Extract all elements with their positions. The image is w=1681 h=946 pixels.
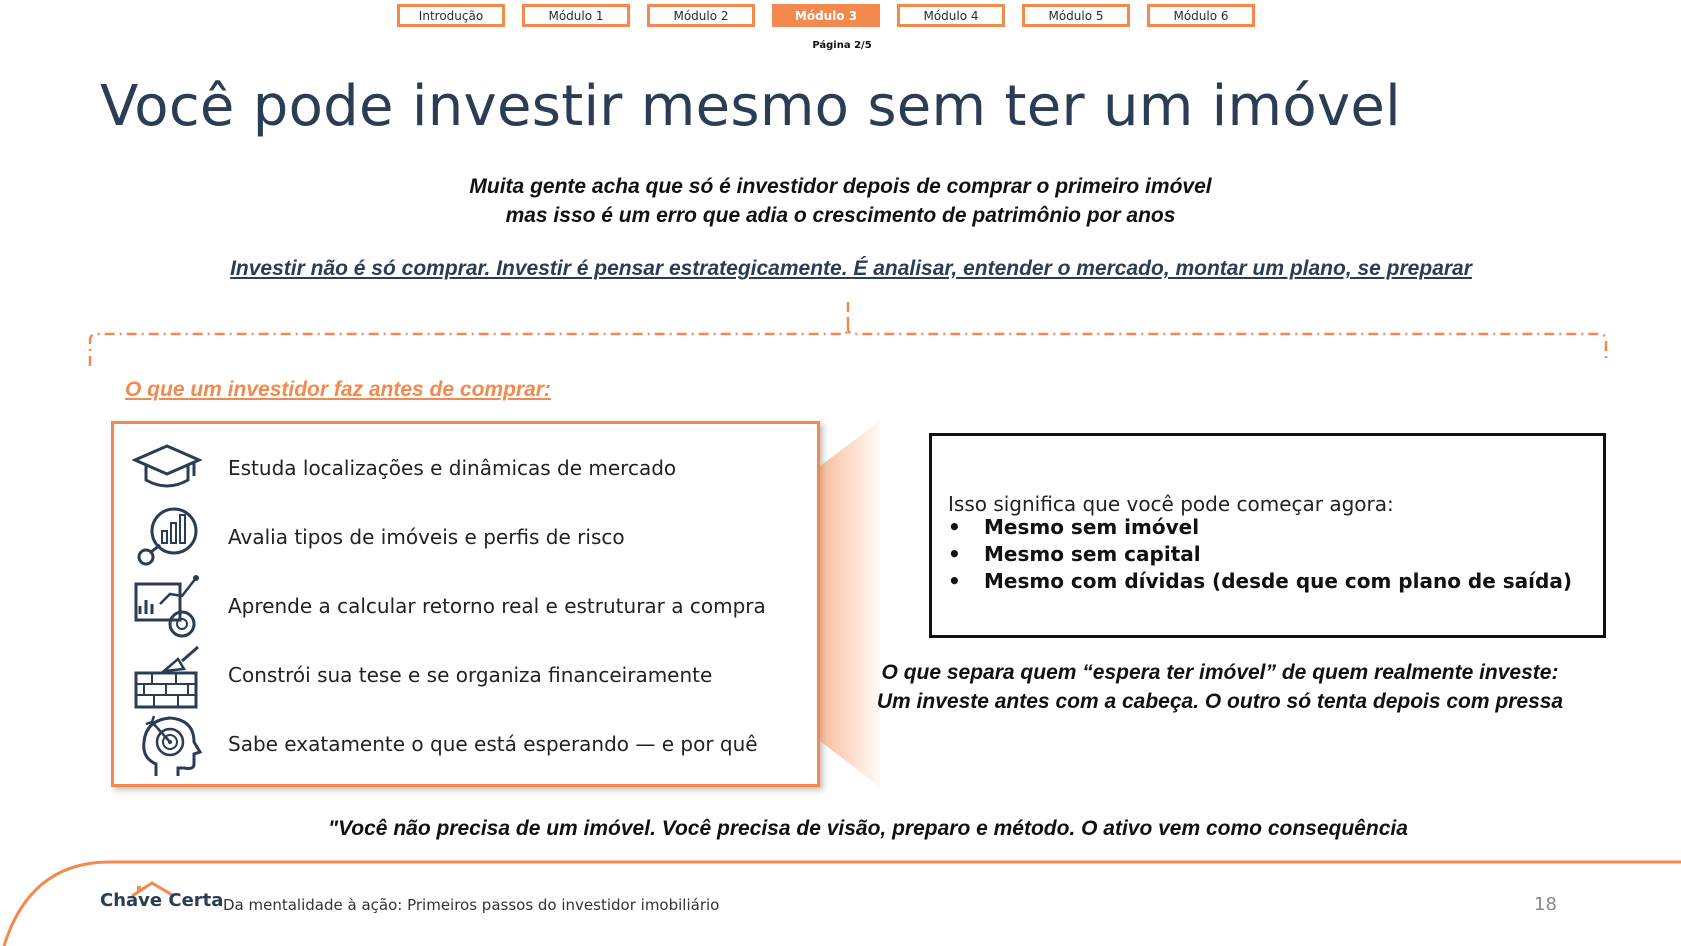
callout-lead: Isso significa que você pode começar agora:	[948, 492, 1394, 516]
nav-module-2-button[interactable]: Módulo 2	[647, 4, 755, 27]
intro-line-1: Muita gente acha que só é investidor depois de comprar o primeiro imóvel	[469, 175, 1212, 198]
section-heading: O que um investidor faz antes de comprar:	[125, 378, 551, 401]
strategy-statement: Investir não é só comprar. Investir é pensar estrategicamente. É analisar, entender o mercado, montar um plano, se preparar	[230, 257, 1472, 280]
page-indicator: Página 2/5	[812, 40, 872, 51]
callout-list	[948, 514, 1572, 595]
separates-text	[870, 658, 1570, 716]
intro-line-2: mas isso é um erro que adia o crescimento de patrimônio por anos	[505, 204, 1176, 227]
activity-label: Sabe exatamente o que está esperando — e por quê	[228, 732, 758, 756]
nav-module-3-button[interactable]: Módulo 3	[772, 4, 880, 27]
brick-wall-trowel-icon	[132, 643, 202, 709]
list-item	[114, 643, 817, 709]
callout-bullet: • Mesmo sem capital	[948, 541, 1572, 568]
funnel-connector	[820, 421, 880, 787]
module-nav	[397, 4, 1272, 27]
intro-text	[0, 172, 1681, 230]
footer-subtitle: Da mentalidade à ação: Primeiros passos do investidor imobiliário	[223, 896, 720, 914]
callout-bullet: • Mesmo sem imóvel	[948, 514, 1572, 541]
list-item	[114, 574, 817, 640]
separates-line-1: O que separa quem “espera ter imóvel” de quem realmente investe:	[881, 661, 1559, 684]
list-item	[114, 712, 817, 778]
nav-intro-button[interactable]: Introdução	[397, 4, 505, 27]
nav-module-4-button[interactable]: Módulo 4	[897, 4, 1005, 27]
activity-label: Aprende a calcular retorno real e estruturar a compra	[228, 594, 766, 618]
graduation-cap-icon	[132, 436, 202, 502]
activity-label: Estuda localizações e dinâmicas de mercado	[228, 456, 677, 480]
page-number: 18	[1534, 894, 1557, 915]
activity-label: Constrói sua tese e se organiza financeiramente	[228, 663, 713, 687]
brand-logo: Chave Certa	[100, 890, 224, 911]
activities-box	[111, 421, 820, 787]
callout-bullet: • Mesmo com dívidas (desde que com plano de saída)	[948, 568, 1572, 595]
head-target-icon	[132, 712, 202, 778]
separates-line-2: Um investe antes com a cabeça. O outro só tenta depois com pressa	[876, 690, 1564, 713]
activity-label: Avalia tipos de imóveis e perfis de risco	[228, 525, 625, 549]
page-title: Você pode investir mesmo sem ter um imóvel	[100, 74, 1402, 139]
closing-quote: "Você não precisa de um imóvel. Você precisa de visão, preparo e método. O ativo vem como consequência	[328, 817, 1408, 840]
list-item	[114, 436, 817, 502]
chart-magnifier-icon	[132, 505, 202, 571]
brace-divider	[84, 300, 1614, 370]
callout-box	[929, 433, 1606, 638]
nav-module-1-button[interactable]: Módulo 1	[522, 4, 630, 27]
list-item	[114, 505, 817, 571]
nav-module-6-button[interactable]: Módulo 6	[1147, 4, 1255, 27]
dashboard-analytics-icon	[132, 574, 202, 640]
nav-module-5-button[interactable]: Módulo 5	[1022, 4, 1130, 27]
